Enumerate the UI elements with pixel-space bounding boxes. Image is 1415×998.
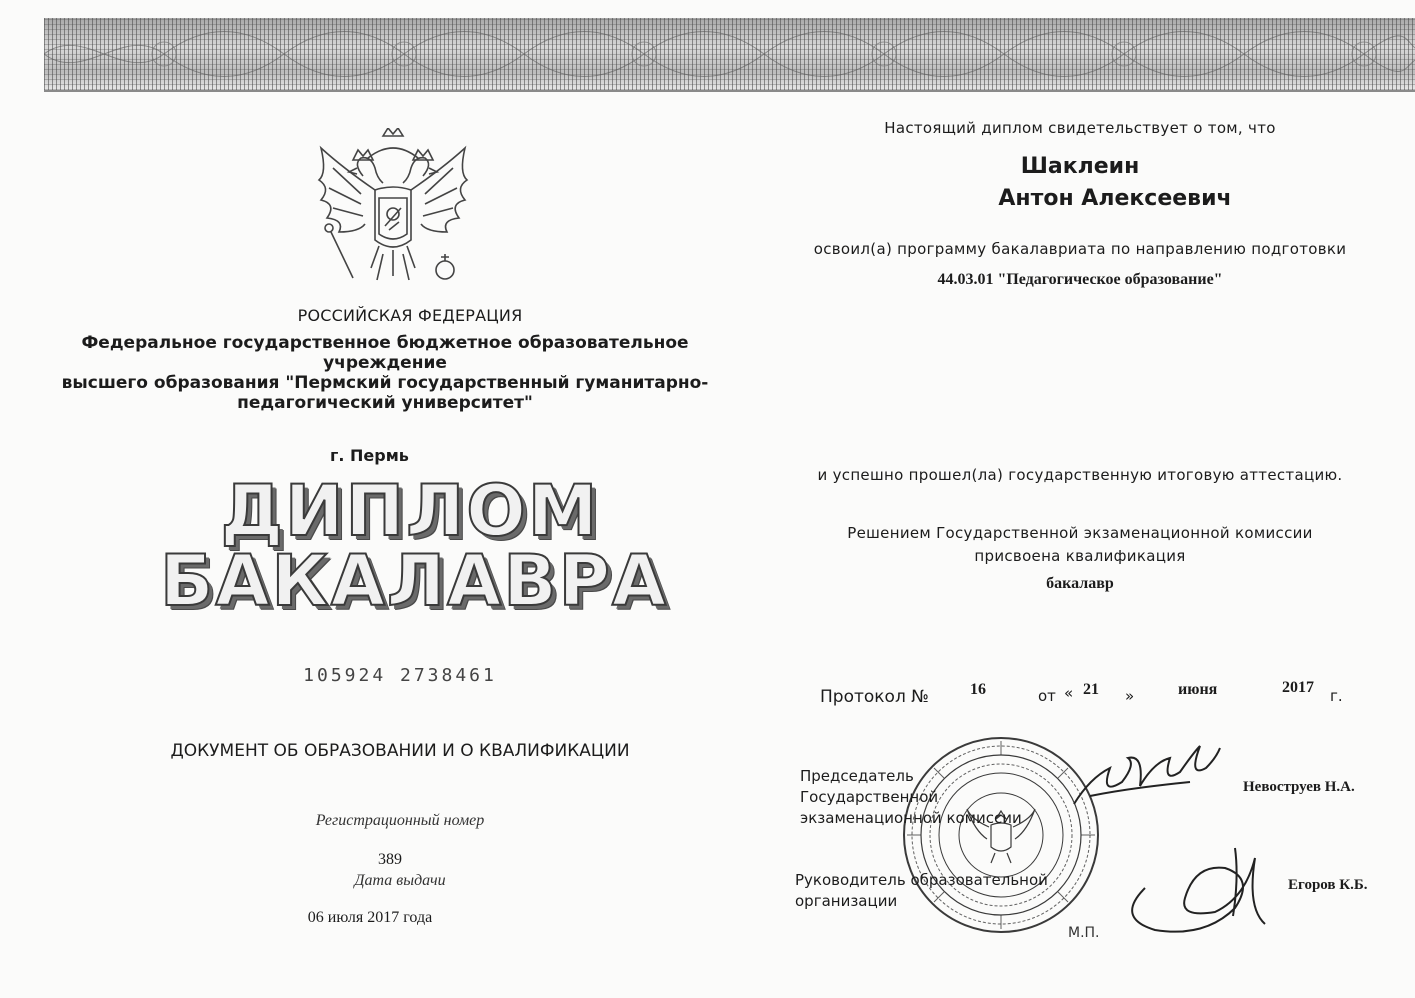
mastered-text: освоил(а) программу бакалавриата по направлению подготовки (813, 240, 1347, 258)
graduate-surname: Шаклеин (1020, 154, 1140, 179)
organization-line: педагогический университет" (237, 393, 533, 413)
quote-close: » (1125, 687, 1135, 705)
seal-mark: М.П. (1068, 925, 1100, 941)
quote-open: « (1064, 684, 1074, 702)
qualification: бакалавр (1046, 575, 1114, 592)
head-name: Егоров К.Б. (1288, 877, 1368, 893)
protocol-from: от (1038, 687, 1056, 705)
organization-name (60, 333, 710, 413)
diploma-title-line1: ДИПЛОМ (220, 470, 600, 552)
chairman-title-line: Государственной (800, 788, 939, 806)
year-suffix: г. (1330, 687, 1343, 705)
issue-date: 06 июля 2017 года (307, 909, 433, 926)
issue-date-label: Дата выдачи (354, 872, 446, 889)
chairman-name: Невоструев Н.А. (1243, 779, 1355, 795)
commission-decision (780, 522, 1380, 568)
protocol-number: 16 (970, 681, 986, 698)
head-title-line: Руководитель образовательной (795, 871, 1048, 889)
head-title-line: организации (795, 892, 898, 910)
registration-number: 389 (378, 851, 402, 868)
program-name: 44.03.01 "Педагогическое образование" (937, 271, 1223, 288)
organization-line: Федеральное государственное бюджетное образовательное учреждение (81, 333, 689, 373)
diploma-title-line2: БАКАЛАВРА (160, 540, 669, 622)
decision-line: присвоена квалификация (974, 547, 1186, 565)
protocol-label: Протокол № (820, 687, 929, 707)
chairman-title-line: Председатель (800, 767, 914, 785)
guilloche-pattern (44, 18, 1415, 90)
country-name: РОССИЙСКАЯ ФЕДЕРАЦИЯ (297, 306, 523, 325)
attests-text: Настоящий диплом свидетельствует о том, что (884, 119, 1276, 137)
decision-line: Решением Государственной экзаменационной комиссии (847, 524, 1313, 542)
graduate-given-names: Антон Алексеевич (998, 186, 1232, 211)
head-signature (1115, 838, 1275, 938)
head-title (795, 870, 1055, 912)
protocol-year: 2017 (1282, 679, 1314, 696)
protocol-day: 21 (1083, 681, 1099, 698)
chairman-title-line: экзаменационной комиссии (800, 809, 1022, 827)
chairman-title (800, 766, 1030, 829)
double-headed-eagle-emblem (313, 128, 473, 298)
organization-line: высшего образования "Пермский государственный гуманитарно- (61, 373, 709, 393)
passed-text: и успешно прошел(ла) государственную итоговую аттестацию. (817, 466, 1343, 484)
serial-number: 105924 2738461 (303, 665, 497, 686)
protocol-month: июня (1178, 681, 1218, 698)
city: г. Пермь (330, 446, 409, 465)
registration-label: Регистрационный номер (315, 812, 485, 829)
chairman-signature (1070, 738, 1230, 818)
document-type: ДОКУМЕНТ ОБ ОБРАЗОВАНИИ И О КВАЛИФИКАЦИИ (170, 741, 630, 761)
